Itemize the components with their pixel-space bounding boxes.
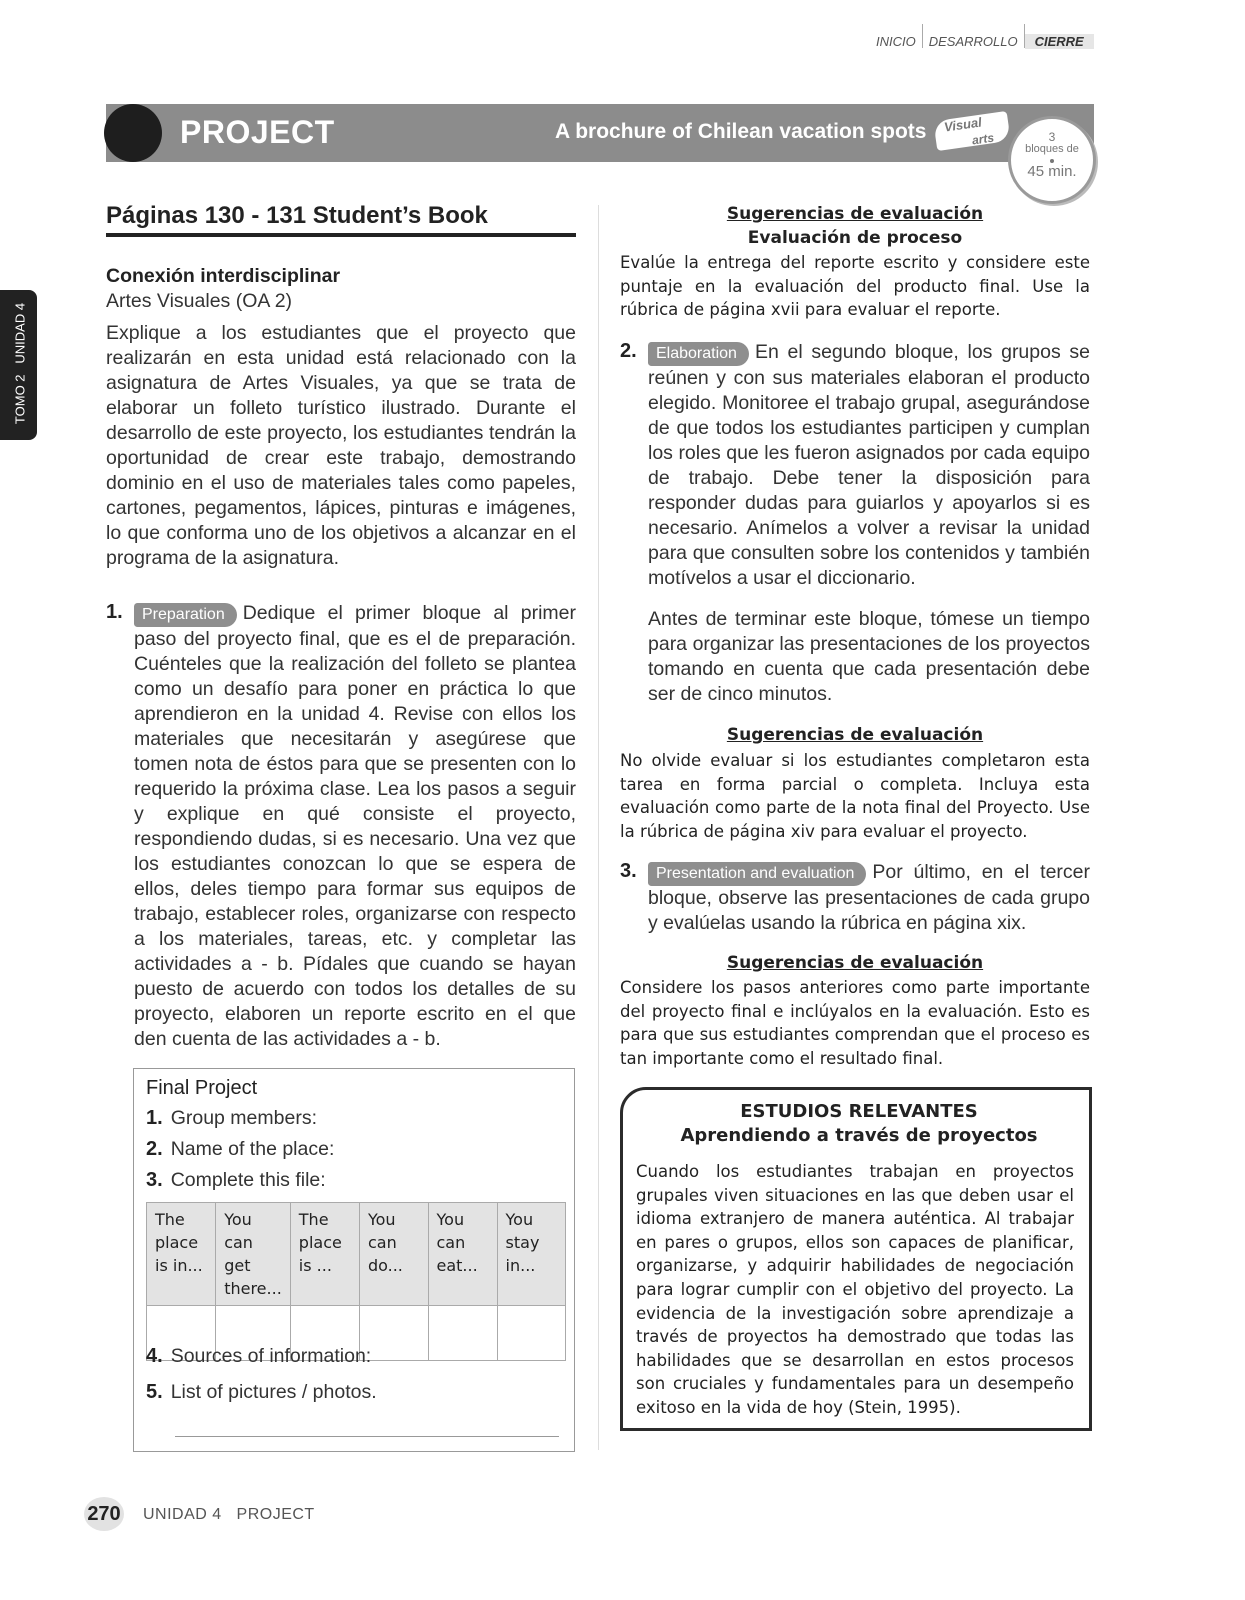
evaluation-text: Evalúe la entrega del reporte escrito y considere este puntaje en la evaluación del producto final. Use la rúbrica de página xvii para evaluar el reporte. — [620, 253, 1090, 320]
badge-word-arts: arts — [971, 130, 995, 148]
step-number: 1. — [106, 601, 123, 623]
step-preparation — [134, 601, 576, 1052]
step-text: Dedique el primer bloque al primer paso del proyecto final, que es el de preparación. Cuénteles que la realización del folleto se plantea como un desafío para poner en práctica lo que aprendieron en la unidad 4. Revise con ellos los materiales que necesitarán y asegúrese que tomen nota de éstos para que se presenten con lo requerido la próxima clase. Lea los pasos a seguir y explique en qué consiste el proyecto, respondiendo dudas, si es necesario. Una vez que los estudiantes conozcan lo que se espera de ellos, deles tiempo para formar sus equipos de trabajo, establecer roles, organizarse con respecto a los materiales, tareas, etc. y completar las actividades a - b. Pídales que cuando se hayan puesto de acuerdo con todos los detalles de su proyecto, elaboren un reporte escrito en el que den cuenta de las actividades a - b. — [134, 602, 576, 1050]
table-header-cell: You can eat... — [428, 1203, 497, 1306]
list-text: Complete this file: — [170, 1169, 326, 1191]
list-item — [146, 1138, 334, 1161]
step-text: Por último, en el tercer bloque, observe las presentaciones de cada grupo y evalúelas usando la rúbrica en página xix. — [648, 861, 1090, 934]
evaluation-heading: Sugerencias de evaluación — [726, 204, 984, 224]
table-header-cell: You can do... — [359, 1203, 428, 1306]
nav-cierre: CIERRE — [1025, 34, 1094, 49]
list-text: Group members: — [170, 1107, 317, 1129]
elaboration-pill: Elaboration — [648, 342, 749, 366]
clock-minutes: 45 min. — [1027, 163, 1077, 180]
step-elaboration — [648, 340, 1090, 591]
presentation-pill: Presentation and evaluation — [648, 862, 866, 886]
evaluation-text: Considere los pasos anteriores como parte importante del proyecto final e inclúyalos en la evaluación. Esto es para que sus estudiantes comprendan que el proceso es tan importante como el resultado final. — [620, 978, 1090, 1068]
badge-word-visual: Visual — [943, 114, 983, 135]
nav-desarrollo: DESARROLLO — [928, 34, 1018, 49]
title-rule — [106, 233, 576, 237]
clock-blocks-unit: bloques de — [1025, 143, 1079, 155]
list-item — [146, 1107, 317, 1130]
list-number: 3. — [146, 1169, 163, 1191]
relevant-studies-text: Cuando los estudiantes trabajan en proyectos grupales viven situaciones en las que deben usar el idioma extranjero de manera auténtica. Al trabajar en pares o grupos, ellos son capaces de planificar, organizarse, y adquirir habilidades de negociación para lograr cumplir con el objetivo del proyecto. La evidencia de la investigación sobre aprendizaje a través de proyectos ha demostrado que todas las habilidades que se desarrollan en estos procesos son cruciales y fundamentales para un desempeño exitoso en la vida de hoy (Stein, 1995). — [636, 1162, 1074, 1417]
final-project-title: Final Project — [146, 1077, 258, 1099]
column-divider — [598, 205, 599, 1450]
list-text: Name of the place: — [170, 1138, 335, 1160]
relevant-studies-subtitle: Aprendiendo a través de proyectos — [680, 1125, 1038, 1146]
table-header-cell: You can get there... — [216, 1203, 291, 1306]
writing-line — [175, 1436, 559, 1437]
evaluation-text: No olvide evaluar si los estudiantes completaron esta tarea en forma parcial o completa. Incluya esta evaluación como parte de la nota final del Proyecto. Use la rúbrica de página xiv para evaluar el proyecto. — [620, 751, 1090, 841]
page-number: 270 — [84, 1497, 124, 1531]
table-header-cell: The place is in... — [147, 1203, 216, 1306]
preparation-pill: Preparation — [134, 603, 237, 627]
table-cell — [497, 1306, 565, 1361]
step-number: 2. — [620, 340, 637, 362]
footer-label: UNIDAD 4 PROJECT — [143, 1506, 315, 1523]
conexion-subheading: Artes Visuales (OA 2) — [106, 290, 293, 312]
list-number: 5. — [146, 1381, 163, 1403]
evaluation-subheading: Evaluación de proceso — [747, 228, 963, 248]
list-item — [146, 1169, 326, 1192]
relevant-studies-title: ESTUDIOS RELEVANTES — [740, 1101, 978, 1122]
list-item — [146, 1381, 377, 1404]
list-number: 4. — [146, 1345, 163, 1367]
banner-subtitle: A brochure of Chilean vacation spots — [555, 120, 927, 143]
table-header-cell: You stay in... — [497, 1203, 565, 1306]
list-number: 2. — [146, 1138, 163, 1160]
table-header-cell: The place is ... — [290, 1203, 359, 1306]
step-number: 3. — [620, 860, 637, 882]
list-text: List of pictures / photos. — [170, 1381, 377, 1403]
evaluation-heading: Sugerencias de evaluación — [726, 953, 984, 973]
list-item — [146, 1345, 371, 1368]
table-header-row — [147, 1203, 566, 1306]
conexion-heading: Conexión interdisciplinar — [106, 265, 341, 287]
evaluation-heading: Sugerencias de evaluación — [726, 725, 984, 745]
step-presentation — [648, 860, 1090, 936]
side-tab-label: TOMO 2 UNIDAD 4 — [12, 302, 28, 425]
list-number: 1. — [146, 1107, 163, 1129]
step-text: En el segundo bloque, los grupos se reúnen y con sus materiales elaboran el producto elegido. Monitoree el trabajo grupal, asegurándose de que todos los estudiantes participen y cumplan los roles que les fueron asignados por cada equipo de trabajo. Debe tener la disposición para responder dudas para guiarlos y apoyarlos si es necesario. Anímelos a volver a revisar la unidad para que consulten sobre los contenidos y también motívelos a usar el diccionario. — [648, 341, 1090, 589]
page-title: Páginas 130 - 131 Student’s Book — [106, 202, 488, 229]
table-cell — [428, 1306, 497, 1361]
section-nav — [870, 34, 1094, 49]
nav-inicio: INICIO — [876, 34, 916, 49]
file-table — [146, 1202, 566, 1361]
banner-title: PROJECT — [180, 114, 335, 150]
list-text: Sources of information: — [170, 1345, 372, 1367]
intro-paragraph: Explique a los estudiantes que el proyecto que realizarán en esta unidad está relacionado con la asignatura de Artes Visuales, ya que se trata de elaborar un folleto turístico ilustrado. Durante el desarrollo de este proyecto, los estudiantes tendrán la oportunidad de crear este trabajo, demostrando dominio en el uso de materiales tales como papeles, cartones, pegamentos, lápices, pinturas e imágenes, lo que conforma uno de los objetivos a alcanzar en el programa de la asignatura. — [106, 322, 576, 569]
clock-blocks-number: 3 — [1048, 130, 1056, 144]
step-paragraph: Antes de terminar este bloque, tómese un tiempo para organizar las presentaciones de los proyectos tomando en cuenta que cada presentación debe ser de cinco minutos. — [648, 608, 1090, 705]
banner-circle-icon — [104, 104, 162, 162]
